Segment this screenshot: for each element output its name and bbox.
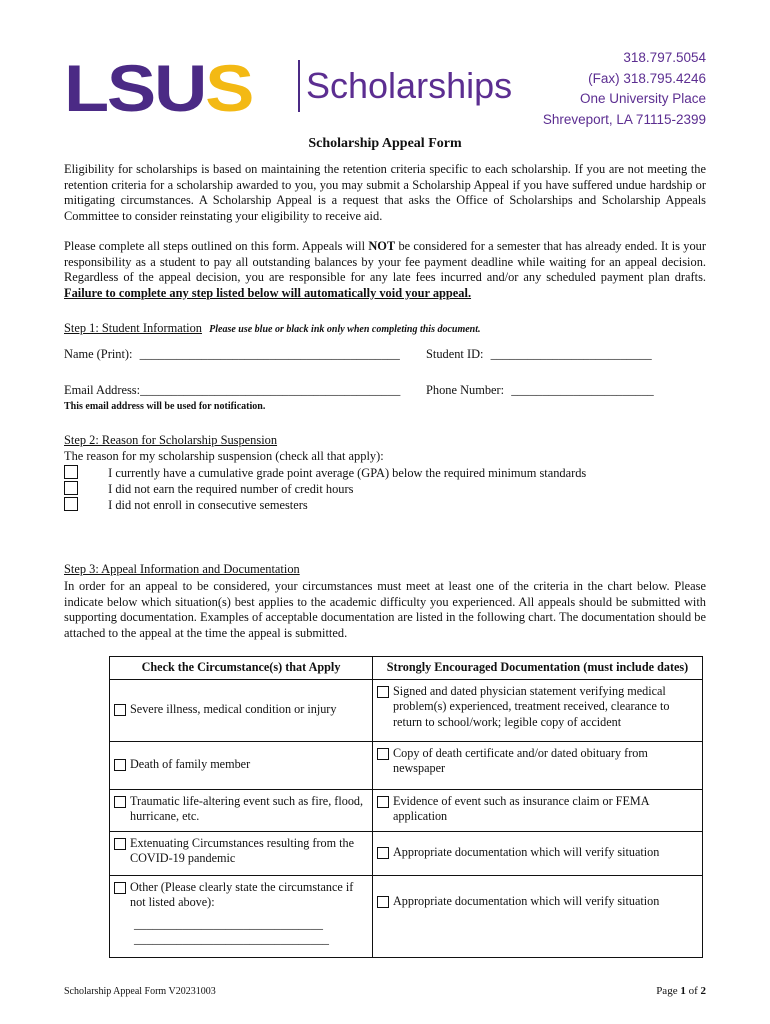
circumstance-cell (110, 741, 373, 789)
illness-doc-checkbox[interactable] (377, 686, 389, 698)
city-state-zip: Shreveport, LA 71115-2399 (542, 111, 706, 127)
circumstance-cell (110, 679, 373, 741)
email-field[interactable] (64, 383, 400, 399)
ink-note: Please use blue or black ink only when completing this document. (209, 324, 481, 335)
documentation-label: Appropriate documentation which will verify situation (393, 893, 660, 908)
col-circumstance-header: Check the Circumstance(s) that Apply (110, 657, 373, 680)
documentation-cell (373, 875, 703, 957)
reason-option-credit-hours[interactable] (64, 481, 353, 498)
death-doc-checkbox[interactable] (377, 748, 389, 760)
circumstance-label: Traumatic life-altering event such as fire, flood, hurricane, etc. (130, 793, 364, 824)
table-row (110, 789, 703, 831)
phone-field[interactable] (426, 383, 654, 399)
other-blank-1[interactable]: _______________________________ (134, 916, 323, 931)
phone-label: Phone Number: (426, 383, 505, 397)
email-blank[interactable]: __________________________________________ (140, 383, 401, 397)
email-note: This email address will be used for notification. (64, 401, 266, 412)
page-of: of (685, 985, 701, 997)
reason-option-gpa[interactable] (64, 465, 586, 482)
covid-doc-checkbox[interactable] (377, 847, 389, 859)
instructions-paragraph (64, 239, 706, 301)
step2-block (64, 433, 384, 464)
col-documentation-header: Strongly Encouraged Documentation (must include dates) (373, 657, 703, 680)
contact-block (543, 48, 706, 130)
traumatic-doc-checkbox[interactable] (377, 796, 389, 808)
step2-heading: Step 2: Reason for Scholarship Suspension (64, 433, 278, 447)
option-label: I did not earn the required number of credit hours (108, 482, 354, 496)
enrollment-checkbox[interactable] (64, 497, 78, 511)
table-header-row (110, 657, 703, 680)
instructions-not: NOT (368, 239, 396, 253)
documentation-label: Signed and dated physician statement verifying medical problem(s) experienced, treatment received, clearance to return to school/work; legible copy of accident (393, 683, 670, 729)
lsus-logo (64, 51, 253, 125)
instructions-warning: Failure to complete any step listed below will automatically void your appeal. (64, 285, 472, 300)
documentation-label: Copy of death certificate and/or dated obituary from newspaper (393, 745, 648, 776)
step3-heading-text: Step 3: Appeal Information and Documentation (64, 562, 300, 576)
credit-hours-checkbox[interactable] (64, 481, 78, 495)
documentation-cell (373, 679, 703, 741)
circumstance-cell (110, 875, 373, 957)
page-number: 1 (680, 985, 686, 997)
circumstance-label: Extenuating Circumstances resulting from the COVID-19 pandemic (130, 835, 355, 866)
circumstance-cell (110, 831, 373, 875)
step2-prompt: The reason for my scholarship suspension (check all that apply): (64, 448, 384, 463)
logo-divider (298, 60, 300, 112)
option-label: I did not enroll in consecutive semesters (108, 498, 308, 512)
covid-checkbox[interactable] (114, 838, 126, 850)
page-title: Scholarship Appeal Form (308, 136, 462, 151)
other-checkbox[interactable] (114, 882, 126, 894)
circumstance-label: Death of family member (130, 757, 251, 772)
reason-option-enrollment[interactable] (64, 497, 308, 514)
step1-heading: Step 1: Student Information (64, 321, 203, 335)
option-label: I currently have a cumulative grade point average (GPA) below the required minimum standards (108, 466, 587, 480)
intro-paragraph: Eligibility for scholarships is based on maintaining the retention criteria specific to each scholarship. If you are not meeting the retention criteria for a scholarship awarded to you, you may submit a Scholarship Appeal if you have suffered undue hardship or mitigating circumstances. A Scholarship Appeal is a request that asks the Office of Scholarships and Scholarship Appeals Committee to consider reinstating your eligibility to receive aid. (64, 162, 706, 223)
fax-number: (Fax) 318.795.4246 (588, 70, 706, 86)
logo-text: LSUS (64, 51, 253, 125)
instructions-part2: be considered for a semester that has already ended. It is your responsibility as a student to pay all outstanding balances by your fee payment deadline while waiting for an appeal decision. Regardless of the appeal decision, you are responsible for any late fees incurred and/or any scheduled payment plan drafts. (64, 239, 706, 285)
step1-heading-line (64, 321, 481, 338)
table-row (110, 831, 703, 875)
street-address: One University Place (579, 91, 706, 106)
form-version: Scholarship Appeal Form V20231003 (64, 986, 216, 997)
gpa-checkbox[interactable] (64, 465, 78, 479)
phone-number: 318.797.5054 (623, 50, 706, 65)
death-checkbox[interactable] (114, 759, 126, 771)
other-blank-2[interactable]: ________________________________ (134, 932, 329, 947)
name-label: Name (Print): (64, 347, 133, 361)
traumatic-event-checkbox[interactable] (114, 796, 126, 808)
circumstance-label: Severe illness, medical condition or injury (130, 702, 337, 717)
other-doc-checkbox[interactable] (377, 896, 389, 908)
phone-blank[interactable]: _______________________ (511, 383, 654, 397)
table-row (110, 875, 703, 957)
page-prefix: Page (656, 985, 681, 997)
page-indicator (656, 985, 706, 997)
student-id-blank[interactable]: __________________________ (490, 347, 652, 361)
step3-heading (64, 562, 300, 578)
circumstance-label: Other (Please clearly state the circumstance if not listed above): (130, 879, 354, 910)
email-label: Email Address: (64, 383, 141, 397)
page-total: 2 (700, 985, 706, 997)
step3-paragraph: In order for an appeal to be considered, your circumstances must meet at least one of the criteria in the chart below. Please indicate below which situation(s) best applies to the academic difficulty you experienced. All appeals should be submitted with supporting documentation. Examples of acceptable documentation are listed in the following chart. The documentation should be attached to the appeal at the time the appeal is submitted. (64, 579, 706, 640)
circumstance-cell (110, 789, 373, 831)
documentation-label: Appropriate documentation which will verify situation (393, 845, 660, 860)
documentation-cell (373, 789, 703, 831)
table-row (110, 741, 703, 789)
instructions-part1: Please complete all steps outlined on this form. Appeals will (64, 239, 369, 253)
student-id-field[interactable] (426, 347, 652, 363)
department-name: Scholarships (306, 65, 513, 106)
documentation-label: Evidence of event such as insurance claim or FEMA application (393, 793, 649, 824)
criteria-table (109, 656, 703, 958)
name-blank[interactable]: __________________________________________ (139, 347, 400, 361)
table-row (110, 679, 703, 741)
documentation-cell (373, 741, 703, 789)
illness-checkbox[interactable] (114, 704, 126, 716)
name-field[interactable] (64, 347, 400, 363)
student-id-label: Student ID: (426, 347, 484, 361)
documentation-cell (373, 831, 703, 875)
